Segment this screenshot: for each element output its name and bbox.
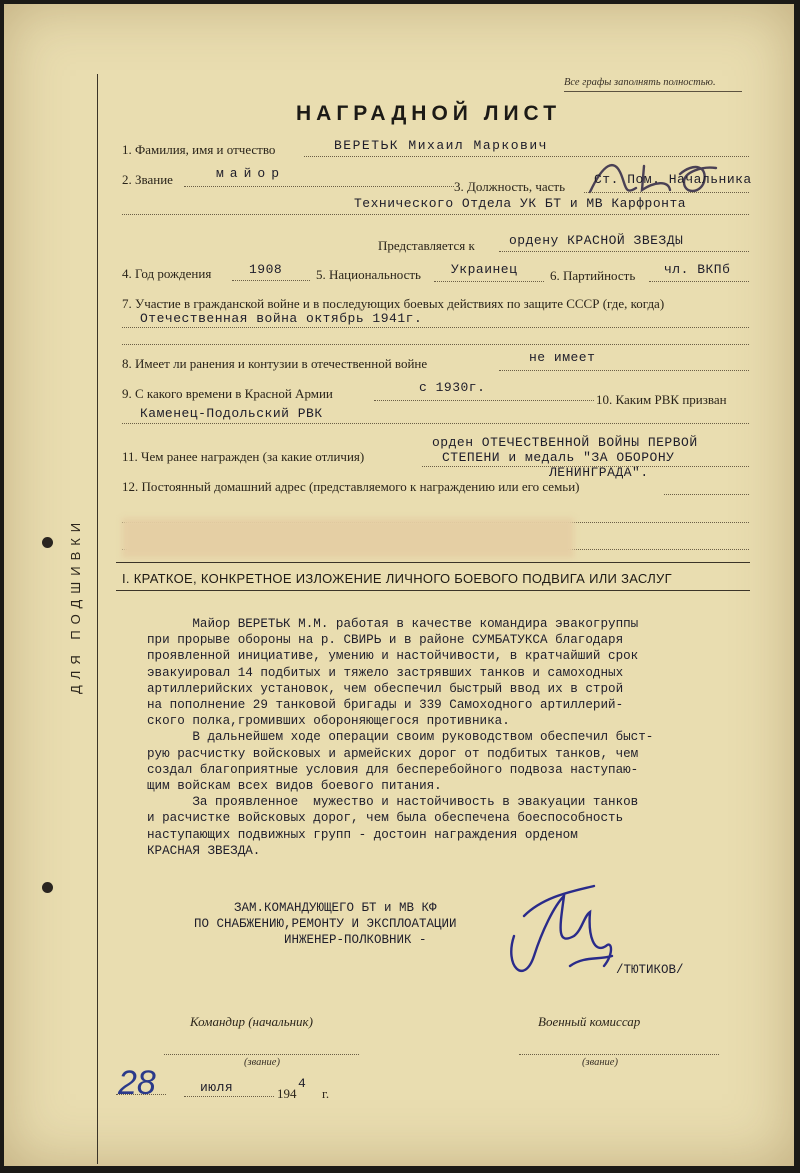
field-9-label: 9. С какого времени в Красной Армии [122, 386, 333, 401]
field-10-value: Каменец-Подольский РВК [140, 406, 323, 421]
dotted-line [664, 494, 749, 495]
rank-label-right: (звание) [582, 1057, 618, 1068]
binding-hole [42, 537, 53, 548]
signatory-line: ПО СНАБЖЕНИЮ,РЕМОНТУ И ЭКСПЛОАТАЦИИ [194, 917, 457, 931]
dotted-line [434, 281, 544, 282]
header-note-underline [564, 91, 742, 92]
section-title: I. КРАТКОЕ, КОНКРЕТНОЕ ИЗЛОЖЕНИЕ ЛИЧНОГО БОЕВОГО ПОДВИГА ИЛИ ЗАСЛУГ [122, 571, 672, 586]
divider [116, 590, 750, 591]
field-8-value: не имеет [529, 350, 596, 365]
field-5-value: Украинец [451, 262, 518, 277]
dotted-line [422, 466, 749, 467]
narrative-line: артиллерийских установок, чем обеспечил быстрый ввод их в строй [147, 681, 624, 696]
narrative [147, 616, 653, 859]
dotted-line [164, 1054, 359, 1055]
field-1-label: 1. Фамилия, имя и отчество [122, 142, 276, 157]
narrative-line: и расчистке войсковых дорог, чем была обеспечена боеспособность [147, 811, 624, 826]
field-11-value-3: ЛЕНИНГРАДА". [549, 465, 649, 480]
dotted-line [499, 370, 749, 371]
field-2-value: майор [216, 166, 286, 181]
narrative-line: За проявленное мужество и настойчивость в эвакуации танков [147, 795, 639, 810]
dotted-line [232, 280, 310, 281]
signature [494, 876, 624, 996]
award-sheet [4, 4, 794, 1166]
signatory-line: ИНЖЕНЕР-ПОЛКОВНИК - [284, 933, 427, 947]
narrative-line: рую расчистку войсковых и армейских дорог от подбитых танков, чем [147, 746, 639, 761]
side-label: ДЛЯ ПОДШИВКИ [68, 516, 83, 694]
dotted-line [184, 1096, 274, 1097]
narrative-line: Майор ВЕРЕТЬК М.М. работая в качестве командира эвакогруппы [147, 617, 639, 631]
date-day: 28 [118, 1064, 156, 1102]
narrative-line: проявленной инициативе, умению и настойчивости, в кратчайший срок [147, 649, 639, 664]
field-7-label: 7. Участие в гражданской войне и в последующих боевых действиях по защите СССР (где, когда) [122, 296, 665, 311]
narrative-line: ского полка,громивших обороняющегося противника. [147, 714, 510, 729]
signatory-line: ЗАМ.КОМАНДУЮЩЕГО БТ и МВ КФ [234, 901, 437, 915]
dotted-line [584, 192, 749, 193]
narrative-line: щим войскам всех видов боевого питания. [147, 779, 442, 794]
represented-label: Представляется к [378, 238, 475, 253]
field-11-value-2: СТЕПЕНИ и медаль "ЗА ОБОРОНУ [442, 450, 675, 465]
field-11-label: 11. Чем ранее награжден (за какие отличия) [122, 449, 365, 464]
field-4-value: 1908 [249, 262, 283, 277]
redacted-address [122, 518, 574, 558]
date-month: июля [200, 1080, 234, 1095]
narrative-line: на пополнение 29 танковой бригады и 339 Самоходного артиллерий- [147, 698, 624, 713]
field-4-label: 4. Год рождения [122, 266, 212, 281]
signatory-block [194, 900, 457, 948]
binding-margin-line [97, 74, 98, 1164]
commander-label: Командир (начальник) [190, 1014, 313, 1029]
narrative-line: при прорыве обороны на р. СВИРЬ и в районе СУМБАТУКСА благодаря [147, 633, 624, 648]
binding-hole [42, 882, 53, 893]
field-5-label: 5. Национальность [316, 267, 421, 282]
field-6-label: 6. Партийность [550, 268, 636, 283]
field-3-value-2: Технического Отдела УК БТ и МВ Карфронта [354, 196, 687, 211]
narrative-line: наступающих подвижных групп - достоин награждения орденом [147, 827, 578, 842]
date-year-prefix: 194 [277, 1086, 297, 1101]
handwritten-number-text: ЛЬ6 [584, 152, 586, 153]
divider [116, 562, 750, 563]
header-note: Все графы заполнять полностью. [564, 77, 716, 88]
date-year-mark: г. [322, 1086, 330, 1101]
dotted-line [649, 281, 749, 282]
dotted-line [122, 327, 749, 328]
narrative-line: создал благоприятные условия для бесперебойного подвоза наступаю- [147, 762, 639, 777]
field-9-value: с 1930г. [419, 380, 486, 395]
field-10-label: 10. Каким РВК призван [596, 392, 727, 407]
field-11-value-1: орден ОТЕЧЕСТВЕННОЙ ВОЙНЫ ПЕРВОЙ [432, 435, 698, 450]
field-3-value-1: Ст. Пом. Начальника [594, 172, 752, 187]
field-8-label: 8. Имеет ли ранения и контузии в отечественной войне [122, 356, 428, 371]
dotted-line [499, 251, 749, 252]
dotted-line [184, 186, 454, 187]
field-1-value: ВЕРЕТЬК Михаил Маркович [334, 138, 548, 153]
dotted-line [374, 400, 594, 401]
narrative-line: В дальнейшем ходе операции своим руководством обеспечил быст- [147, 730, 654, 745]
commissar-label: Военный комиссар [538, 1014, 641, 1029]
narrative-line: эвакуировал 14 подбитых и тяжело застрявших танков и самоходных [147, 665, 624, 680]
dotted-line [116, 1094, 166, 1095]
field-6-value: чл. ВКПб [664, 262, 731, 277]
dotted-line [122, 344, 749, 345]
rank-label-left: (звание) [244, 1057, 280, 1068]
field-3-label: 3. Должность, часть [454, 179, 566, 194]
dotted-line [122, 214, 749, 215]
represented-value: ордену КРАСНОЙ ЗВЕЗДЫ [509, 233, 684, 248]
dotted-line [519, 1054, 719, 1055]
narrative-line: КРАСНАЯ ЗВЕЗДА. [147, 843, 261, 858]
date-year-suffix: 4 [298, 1076, 307, 1091]
signatory-name: /ТЮТИКОВ/ [616, 963, 684, 977]
dotted-line [122, 423, 749, 424]
field-12-label: 12. Постоянный домашний адрес (представляемого к награждению или его семьи) [122, 479, 580, 494]
field-2-label: 2. Звание [122, 172, 173, 187]
page-title: НАГРАДНОЙ ЛИСТ [296, 102, 562, 125]
field-7-value: Отечественная война октябрь 1941г. [140, 311, 423, 326]
